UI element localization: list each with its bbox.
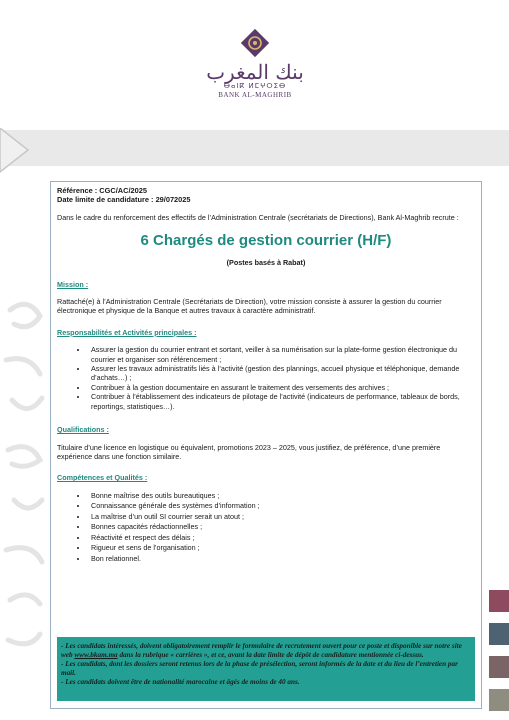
job-offer-panel bbox=[50, 181, 482, 709]
notice-line-1-end: dans la rubrique « carrières », et ce, avant la date limite de dépôt de candidature mentionnée ci-dessus. bbox=[117, 650, 424, 659]
reference-line: Référence : CGC/AC/2025 bbox=[57, 186, 147, 195]
list-item: • Bonnes capacités rédactionnelles ; bbox=[88, 522, 475, 533]
logo-tifinagh-text: ⴱⴰⵏⴽ ⵍⵎⵖⵔⵉⴱ bbox=[223, 82, 287, 90]
website-link[interactable]: www.bkam.ma bbox=[74, 650, 118, 659]
job-title: 6 Chargés de gestion courrier (H/F) bbox=[140, 232, 392, 250]
notice-line-1 bbox=[61, 642, 471, 660]
intro-text: Dans le cadre du renforcement des effectifs de l’Administration Centrale (secrétariats de Directions), Bank Al-Maghrib recrute : bbox=[57, 212, 459, 222]
responsibilities-heading: Responsabilités et Activités principales : bbox=[57, 327, 197, 337]
list-item: • Bon relationnel. bbox=[88, 554, 475, 565]
logo-latin-text: BANK AL-MAGHRIB bbox=[218, 91, 292, 99]
list-item: • Connaissance générale des systèmes d’information ; bbox=[88, 501, 475, 512]
list-item: • Assurer les travaux administratifs liés à l’activité (gestion des plannings, accueil physique et téléphonique, demande d’achats…) ; bbox=[88, 364, 475, 383]
qualifications-heading: Qualifications : bbox=[57, 425, 109, 435]
list-item: • Bonne maîtrise des outils bureautiques ; bbox=[88, 491, 475, 502]
qualifications-text: Titulaire d’une licence en logistique ou équivalent, promotions 2023 – 2025, vous justifiez, de préférence, d’une première expérience dans une fonction similaire. bbox=[57, 442, 441, 461]
list-item: • Réactivité et respect des délais ; bbox=[88, 533, 475, 544]
logo-arabic-text: بنك المغرب bbox=[206, 60, 304, 84]
corner-triangle-decoration bbox=[0, 128, 44, 188]
color-tab-1 bbox=[489, 590, 509, 612]
bank-logo bbox=[190, 26, 320, 106]
application-notice bbox=[57, 637, 475, 701]
color-tab-4 bbox=[489, 689, 509, 711]
color-tab-2 bbox=[489, 623, 509, 645]
color-tab-3 bbox=[489, 656, 509, 678]
list-item: • Contribuer à la gestion documentaire en assurant le traitement des versements des archives ; bbox=[88, 383, 475, 392]
header-gray-band bbox=[0, 130, 509, 166]
mission-heading: Mission : bbox=[57, 279, 89, 289]
job-offer-content bbox=[57, 186, 475, 564]
responsibilities-list bbox=[57, 345, 475, 411]
calligraphy-decoration bbox=[0, 290, 52, 670]
skills-list bbox=[57, 491, 475, 565]
list-item: • Assurer la gestion du courrier entrant et sortant, veiller à sa numérisation sur la plate-forme gestion électronique du courrier et organiser son référencement ; bbox=[88, 345, 475, 364]
list-item: • Rigueur et sens de l’organisation ; bbox=[88, 543, 475, 554]
notice-line-1-start: - Les candidats intéressés, doivent obligatoirement remplir le formulaire de recrutement ouvert pour ce poste et disponible sur notre site web bbox=[61, 642, 462, 659]
deadline-line: Date limite de candidature : 29/072025 bbox=[57, 195, 191, 205]
logo-emblem-icon bbox=[238, 26, 272, 60]
mission-text: Rattaché(e) à l’Administration Centrale (Secrétariats de Direction), votre mission consiste à assurer la gestion du courrier électronique et physique de la Banque et autres travaux à caractère administratif. bbox=[57, 297, 442, 316]
list-item: • Contribuer à l’établissement des indicateurs de pilotage de l’activité (indicateurs de performance, tableaux de bords, reportings, statistiques…). bbox=[88, 392, 475, 411]
skills-heading: Compétences et Qualités : bbox=[57, 473, 148, 483]
notice-line-2: - Les candidats, dont les dossiers seront retenus lors de la phase de présélection, seront informés de la date et du lieu de l’entretien par mail. bbox=[61, 659, 458, 677]
notice-line-3: - Les candidats doivent être de nationalité marocaine et âgés de moins de 40 ans. bbox=[61, 677, 300, 686]
job-location: (Postes basés à Rabat) bbox=[226, 258, 306, 268]
list-item: • La maîtrise d’un outil SI courrier serait un atout ; bbox=[88, 512, 475, 523]
